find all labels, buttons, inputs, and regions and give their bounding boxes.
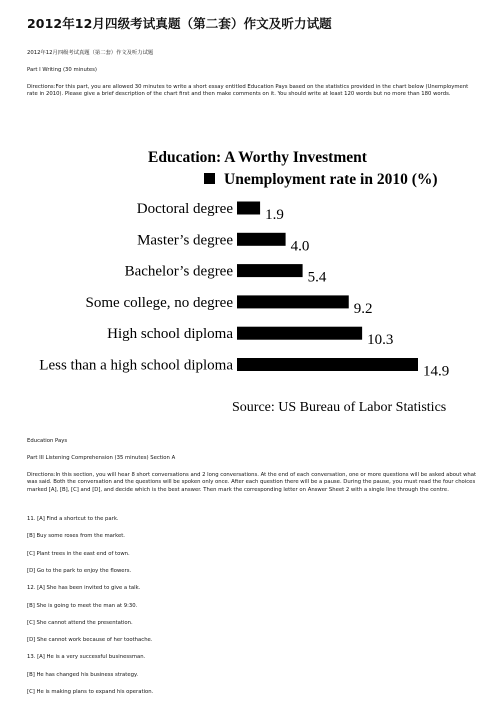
bar [237, 295, 349, 308]
page-title: 2012年12月四级考试真题（第二套）作文及听力试题 [27, 16, 332, 31]
chart-title: Education: A Worthy Investment [148, 149, 367, 166]
question-line: 12. [A] She has been invited to give a talk. [27, 585, 141, 592]
bar [237, 202, 260, 215]
bar-value-label: 14.9 [423, 363, 450, 380]
chart-source: Source: US Bureau of Labor Statistics [232, 400, 447, 415]
category-label: Some college, no degree [85, 294, 233, 311]
question-line: [D] She cannot work because of her toothache. [27, 637, 153, 644]
part3-heading: Part III Listening Comprehension (35 minutes) Section A [27, 455, 176, 461]
question-line: [D] Go to the park to enjoy the flowers. [27, 567, 132, 574]
bar [237, 233, 286, 246]
unemployment-chart [34, 146, 474, 418]
category-label: High school diploma [107, 326, 233, 343]
part1-heading: Part I Writing (30 minutes) [27, 67, 97, 73]
bar-value-label: 10.3 [367, 332, 394, 349]
question-line: [B] He has changed his business strategy. [27, 671, 139, 678]
bar [237, 327, 362, 340]
question-line: [C] Plant trees in the east end of town. [27, 550, 130, 557]
question-line: [B] Buy some roses from the market. [27, 533, 125, 540]
bar-value-label: 1.9 [265, 207, 284, 223]
question-line: 13. [A] He is a very successful businessman. [27, 654, 146, 661]
question-line: 11. [A] Find a shortcut to the park. [27, 516, 119, 522]
bar [237, 264, 303, 277]
bar-value-label: 4.0 [290, 238, 310, 255]
category-label: Less than a high school diploma [39, 357, 233, 374]
subtitle: 2012年12月四级考试真题（第二套）作文及听力试题 [27, 50, 154, 56]
bar [237, 358, 418, 371]
bar-value-label: 9.2 [353, 300, 373, 317]
legend-label: Unemployment rate in 2010 (%) [224, 171, 438, 188]
legend-swatch [204, 173, 215, 184]
category-label: Bachelor’s degree [124, 263, 233, 280]
chart-bars [39, 201, 449, 380]
part1-directions: Directions:For this part, you are allowed 30 minutes to write a short essay entitled Education Pays based on the statistics provided in the chart below (Unemployment rate in 2010). Please give a brief description of the chart first and then make comments on it. You should write at least 120 words but no more than 180 words. [27, 84, 469, 98]
category-label: Doctoral degree [136, 201, 233, 217]
bar-value-label: 5.4 [307, 269, 327, 286]
question-line: [B] She is going to meet the man at 9:30. [27, 602, 138, 609]
question-line: [C] She cannot attend the presentation. [27, 619, 133, 626]
category-label: Master’s degree [137, 232, 233, 249]
essay-title: Education Pays [27, 438, 68, 444]
question-line: [C] He is making plans to expand his operation. [27, 689, 154, 695]
part3-directions: Directions:In this section, you will hear 8 short conversations and 2 long conversations. At the end of each conversation, one or more questions will be asked about what was said. Both the conversation and the questions will be spoken only once. After each question there will be a pause. During the pause, you must read the four choices marked [A], [B], [C] and [D], and decide which is the best answer. Then mark the corresponding letter on Answer Sheet 2 with a single line through the centre. [27, 472, 477, 493]
